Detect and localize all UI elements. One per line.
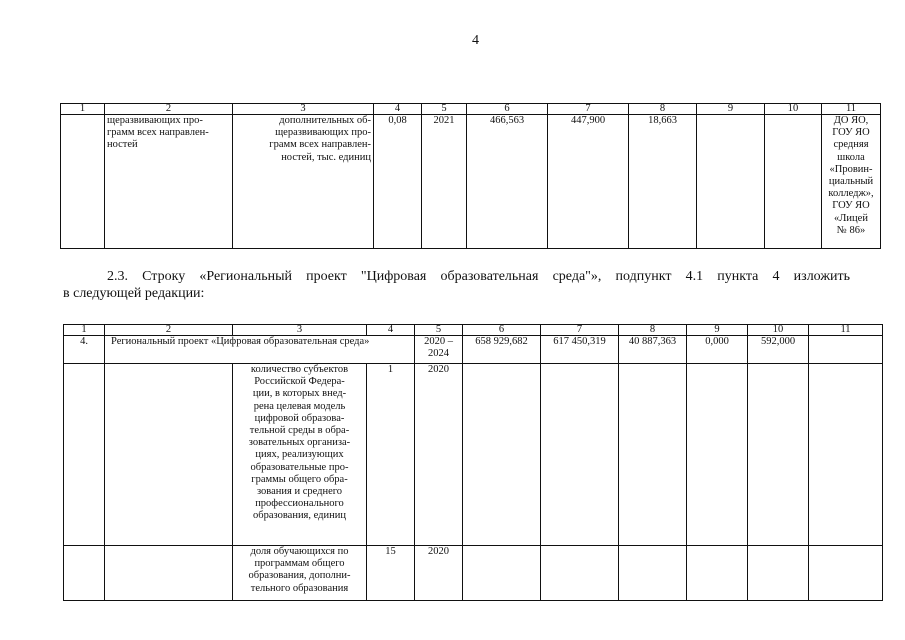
col-num: 3 (233, 325, 367, 336)
col-num: 8 (619, 325, 687, 336)
cell-value: 1 (367, 364, 415, 546)
col-num: 8 (629, 104, 697, 115)
col-num: 7 (548, 104, 629, 115)
col-num: 5 (415, 325, 463, 336)
col-num: 5 (422, 104, 467, 115)
table-row (64, 364, 883, 546)
cell-project-name: Региональный проект «Цифровая образовательная среда» (105, 336, 415, 364)
col-num: 4 (374, 104, 422, 115)
cell-item-number: 4. (64, 336, 105, 364)
table-row (64, 546, 883, 601)
column-number-row (64, 325, 883, 336)
cell-empty (687, 364, 748, 546)
cell-empty (748, 546, 809, 601)
col-num: 3 (233, 104, 374, 115)
column-number-row (61, 104, 881, 115)
col-num: 9 (687, 325, 748, 336)
col-num: 10 (748, 325, 809, 336)
table-row (61, 115, 881, 249)
col-num: 10 (765, 104, 822, 115)
paragraph-line-2: в следующей редакции: (63, 286, 205, 301)
cell-value: 15 (367, 546, 415, 601)
cell-empty (64, 364, 105, 546)
col-num: 1 (61, 104, 105, 115)
cell-other: 592,000 (748, 336, 809, 364)
cell-empty (64, 546, 105, 601)
table-continuation (60, 103, 881, 249)
cell-period: 2020 – 2024 (415, 336, 463, 364)
cell-indicator: количество субъектов Российской Федера- ции, в которых внед- рена целевая модель цифровой образова- тельной среды в обра- зовательных организа- циях, реализующих образовательные про- граммы общего обра- зования и среднего профессионального образования, единиц (233, 364, 367, 546)
paragraph-line-1: 2.3. Строку «Региональный проект "Цифровая образовательная среда"», подпункт 4.1 пункта 4 изложить (107, 269, 850, 284)
col-num: 2 (105, 104, 233, 115)
cell-empty (748, 364, 809, 546)
cell-empty (541, 546, 619, 601)
cell-name: щеразвивающих про- грамм всех направлен- ностей (105, 115, 233, 249)
cell-empty (105, 546, 233, 601)
col-num: 6 (463, 325, 541, 336)
cell-value: 0,08 (374, 115, 422, 249)
cell-regional: 617 450,319 (541, 336, 619, 364)
col-num: 4 (367, 325, 415, 336)
cell-empty (809, 364, 883, 546)
cell-empty (765, 115, 822, 249)
cell-year: 2020 (415, 364, 463, 546)
cell-empty (687, 546, 748, 601)
cell-empty (697, 115, 765, 249)
cell-empty (105, 364, 233, 546)
page-number: 4 (472, 33, 479, 48)
cell-empty (809, 546, 883, 601)
cell-total: 658 929,682 (463, 336, 541, 364)
cell-year: 2021 (422, 115, 467, 249)
cell-empty (619, 546, 687, 601)
cell-empty (61, 115, 105, 249)
cell-empty (619, 364, 687, 546)
col-num: 2 (105, 325, 233, 336)
cell-indicator: дополнительных об- щеразвивающих про- грамм всех направлен- ностей, тыс. единиц (233, 115, 374, 249)
cell-year: 2020 (415, 546, 463, 601)
cell-empty (809, 336, 883, 364)
col-num: 7 (541, 325, 619, 336)
cell-total: 466,563 (467, 115, 548, 249)
col-num: 11 (822, 104, 881, 115)
table-row (64, 336, 883, 364)
cell-empty (463, 546, 541, 601)
col-num: 1 (64, 325, 105, 336)
amendment-paragraph (63, 268, 850, 302)
col-num: 11 (809, 325, 883, 336)
cell-federal: 18,663 (629, 115, 697, 249)
col-num: 9 (697, 104, 765, 115)
cell-local: 0,000 (687, 336, 748, 364)
cell-federal: 40 887,363 (619, 336, 687, 364)
cell-regional: 447,900 (548, 115, 629, 249)
cell-empty (541, 364, 619, 546)
cell-empty (463, 364, 541, 546)
col-num: 6 (467, 104, 548, 115)
cell-indicator: доля обучающихся по программам общего образования, дополни- тельного образования (233, 546, 367, 601)
cell-executors: ДО ЯО, ГОУ ЯО средняя школа «Провин- циальный колледж», ГОУ ЯО «Лицей № 86» (822, 115, 881, 249)
table-new-edition (63, 324, 883, 601)
